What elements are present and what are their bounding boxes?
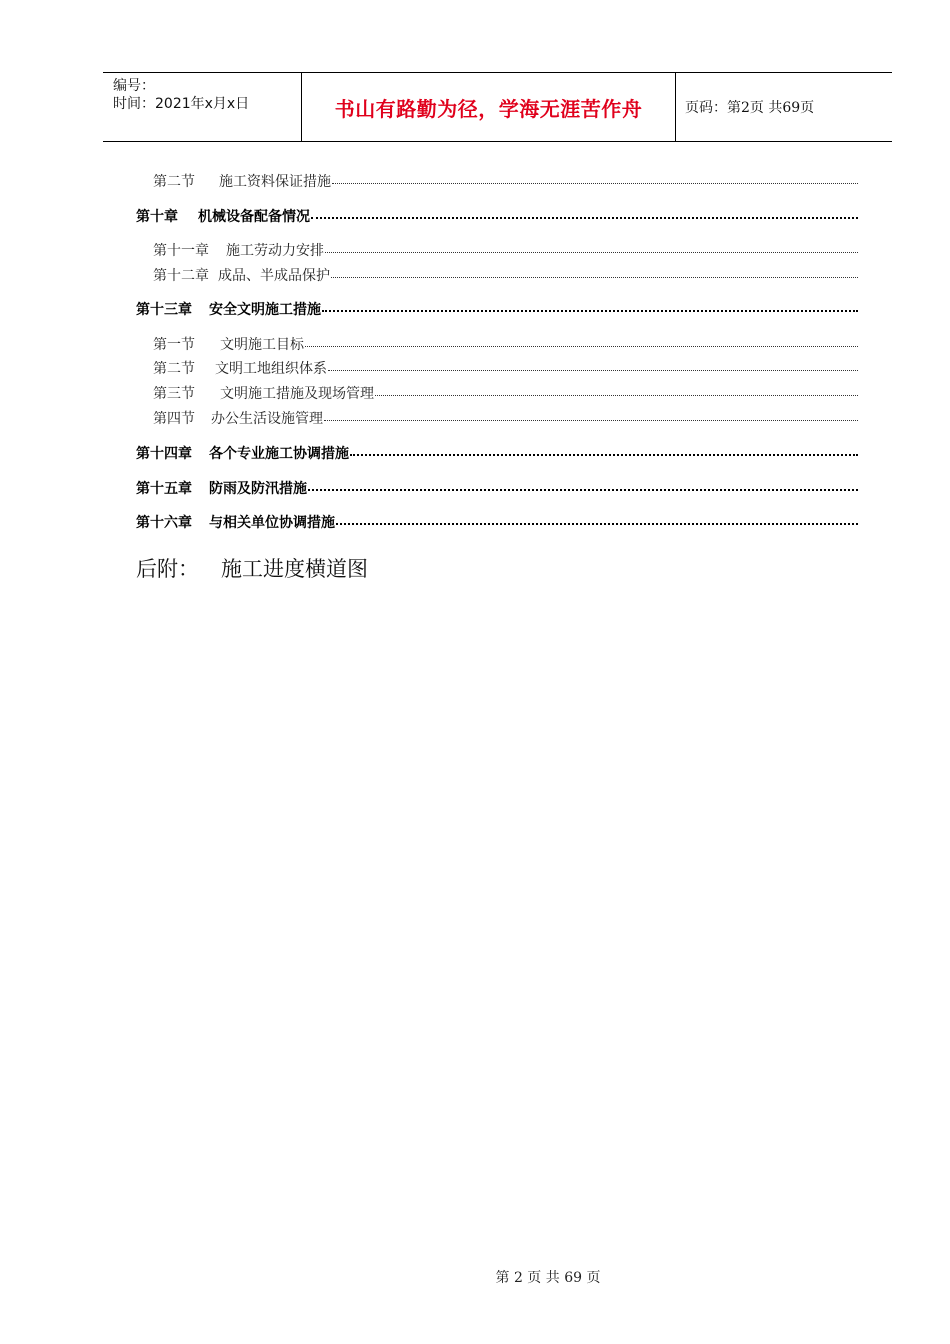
appendix-title: 施工进度横道图 xyxy=(221,557,368,581)
toc-dot-leader xyxy=(311,216,858,219)
toc-entry-title: 文明施工目标 xyxy=(220,337,304,353)
toc-dot-leader xyxy=(375,394,858,396)
toc-entry-title: 防雨及防汛措施 xyxy=(209,481,307,497)
toc-entry-title: 施工劳动力安排 xyxy=(226,243,324,259)
appendix-line xyxy=(136,553,368,583)
toc-entry-chapter[interactable] xyxy=(136,299,858,319)
document-date-label: 时间：2021年x月x日 xyxy=(113,96,250,112)
header-meta-cell xyxy=(103,73,302,141)
toc-entry-number: 第十四章 xyxy=(136,446,192,462)
toc-entry-number: 第十章 xyxy=(136,209,178,225)
toc-entry-title: 成品、半成品保护 xyxy=(218,268,330,284)
toc-entry-title: 机械设备配备情况 xyxy=(198,209,310,225)
toc-entry-number: 第十二章 xyxy=(153,268,209,284)
toc-entry-title: 各个专业施工协调措施 xyxy=(209,446,349,462)
toc-entry-number: 第十六章 xyxy=(136,515,192,531)
toc-entry-chapter[interactable] xyxy=(153,240,858,260)
toc-dot-leader xyxy=(332,182,858,184)
toc-entry-title: 安全文明施工措施 xyxy=(209,302,321,318)
toc-dot-leader xyxy=(324,419,858,421)
toc-entry-number: 第十一章 xyxy=(153,243,209,259)
toc-entry-number: 第十三章 xyxy=(136,302,192,318)
toc-dot-leader xyxy=(336,522,858,525)
toc-entry-chapter[interactable] xyxy=(136,512,858,532)
toc-dot-leader xyxy=(350,453,858,456)
page-footer xyxy=(0,1267,950,1287)
toc-dot-leader xyxy=(322,309,858,312)
footer-page-number: 第 2 页 共 69 页 xyxy=(495,1270,601,1286)
toc-entry-title: 施工资料保证措施 xyxy=(219,174,331,190)
toc-entry-section[interactable] xyxy=(153,358,858,378)
header-motto-cell xyxy=(302,73,676,141)
toc-entry-chapter[interactable] xyxy=(153,265,858,285)
toc-dot-leader xyxy=(308,488,858,491)
toc-dot-leader xyxy=(305,345,858,347)
toc-entry-section[interactable] xyxy=(153,171,858,191)
toc-entry-number: 第一节 xyxy=(153,337,195,353)
header-motto: 书山有路勤为径，学海无涯苦作舟 xyxy=(334,96,643,121)
toc-entry-number: 第三节 xyxy=(153,386,195,402)
toc-entry-chapter[interactable] xyxy=(136,206,858,226)
toc-entry-number: 第四节 xyxy=(153,411,195,427)
toc-dot-leader xyxy=(331,276,858,278)
toc-entry-chapter[interactable] xyxy=(136,443,858,463)
toc-dot-leader xyxy=(325,251,858,253)
toc-entry-title: 办公生活设施管理 xyxy=(211,411,323,427)
toc-entry-number: 第二节 xyxy=(153,361,195,377)
toc-entry-number: 第二节 xyxy=(153,174,195,190)
toc-entry-section[interactable] xyxy=(153,383,858,403)
toc-entry-chapter[interactable] xyxy=(136,478,858,498)
toc-entry-title: 与相关单位协调措施 xyxy=(209,515,335,531)
header-page-cell xyxy=(676,73,892,141)
toc-entry-section[interactable] xyxy=(153,408,858,428)
toc-entry-number: 第十五章 xyxy=(136,481,192,497)
header-page-label: 页码：第2页 共69页 xyxy=(685,100,815,116)
toc-entry-title: 文明施工措施及现场管理 xyxy=(220,386,374,402)
toc-dot-leader xyxy=(328,369,858,371)
document-header xyxy=(103,72,892,142)
toc-entry-title: 文明工地组织体系 xyxy=(215,361,327,377)
appendix-label: 后附： xyxy=(136,557,199,581)
document-number-label: 编号： xyxy=(113,78,155,94)
toc-entry-section[interactable] xyxy=(153,334,858,354)
